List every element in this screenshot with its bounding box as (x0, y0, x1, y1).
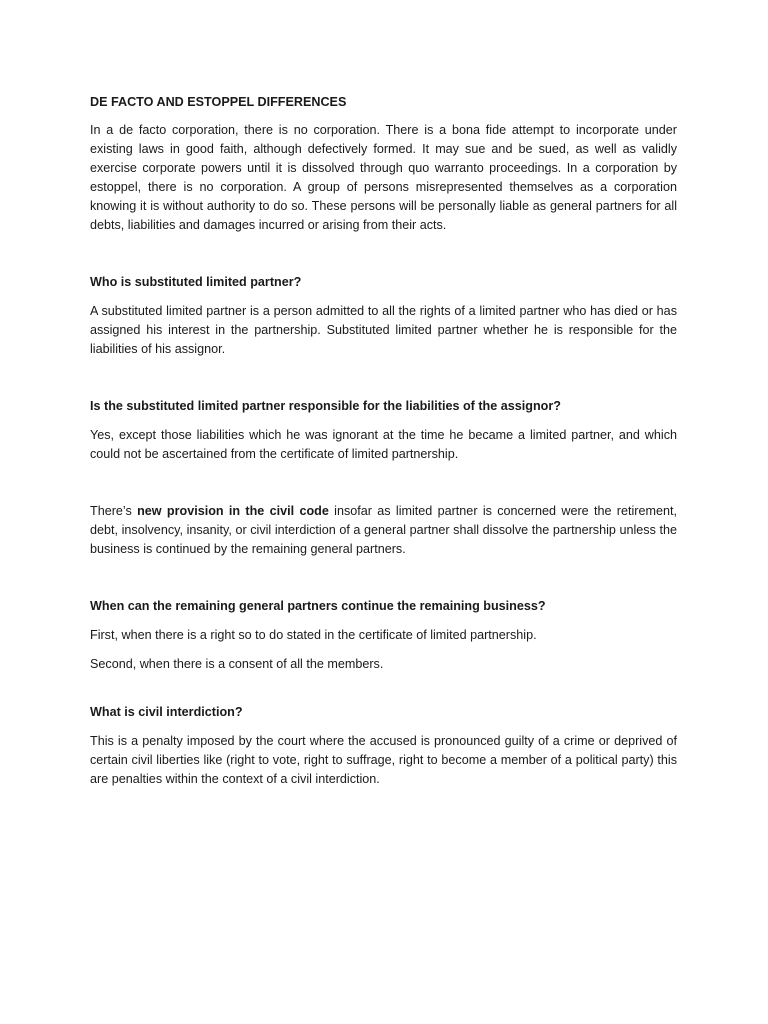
question-substituted-limited-partner: Who is substituted limited partner? (90, 275, 302, 289)
provision-prefix: There’s (90, 504, 138, 518)
answer-civil-interdiction: This is a penalty imposed by the court where the accused is pronounced guilty of a crime or deprived of certain civil liberties like (right to vote, right to suffrage, right to become a member of a political party) this are penalties within the context of a civil interdiction. (90, 734, 677, 786)
intro-paragraph: In a de facto corporation, there is no corporation. There is a bona fide attempt to incorporate under existing laws in good faith, although defectively formed. It may sue and be sued, as well as validly exercise corporate powers until it is dissolved through quo warranto proceedings. In a corporation by estoppel, there is no corporation. A group of persons misrepresented themselves as a corporation knowing it is without authority to do so. These persons will be personally liable as general partners for all debts, liabilities and damages incurred or arising from their acts. (90, 123, 677, 232)
answer-continue-business-first: First, when there is a right so to do stated in the certificate of limited partnership. (90, 628, 537, 642)
answer-assignor-liabilities: Yes, except those liabilities which he was ignorant at the time he became a limited partner, and which could not be ascertained from the certificate of limited partnership. (90, 428, 677, 461)
provision-paragraph (90, 502, 677, 559)
question-continue-business: When can the remaining general partners continue the remaining business? (90, 599, 546, 613)
answer-continue-business-second: Second, when there is a consent of all the members. (90, 657, 384, 671)
provision-suffix: insofar as limited partner is concerned were the retirement, debt, insolvency, insanity, or civil interdiction of a general partner shall dissolve the partnership unless the business is continued by the remaining general partners. (90, 504, 677, 556)
question-civil-interdiction: What is civil interdiction? (90, 705, 243, 719)
answer-substituted-limited-partner: A substituted limited partner is a person admitted to all the rights of a limited partner who has died or has assigned his interest in the partnership. Substituted limited partner whether he is responsible for the liabilities of his assignor. (90, 304, 677, 356)
provision-emphasis: new provision in the civil code (137, 504, 329, 518)
document-page (90, 93, 677, 789)
document-title: DE FACTO AND ESTOPPEL DIFFERENCES (90, 95, 347, 109)
question-assignor-liabilities: Is the substituted limited partner responsible for the liabilities of the assignor? (90, 399, 561, 413)
